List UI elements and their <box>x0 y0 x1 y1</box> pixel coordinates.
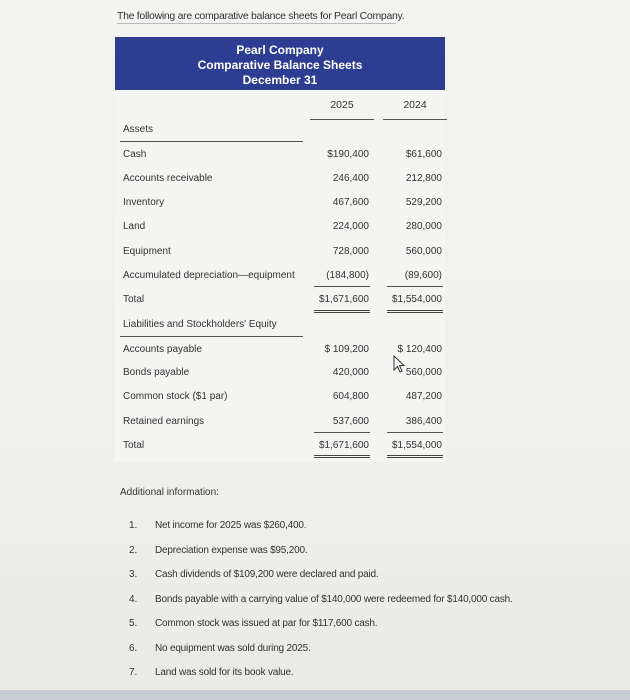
liabilities-heading: Liabilities and Stockholders' Equity <box>123 319 277 330</box>
subtotal-underline <box>387 286 443 287</box>
subtotal-underline <box>314 286 370 287</box>
note-text: No equipment was sold during 2025. <box>155 643 311 654</box>
row-label: Equipment <box>123 246 171 257</box>
row-label: Cash <box>123 149 147 160</box>
value-2024: $ 120,400 <box>397 344 442 355</box>
value-2025: $ 109,200 <box>324 344 369 355</box>
note-number: 6. <box>129 643 138 654</box>
value-2025: 246,400 <box>332 173 369 184</box>
value-2024: 212,800 <box>405 173 442 184</box>
assets-total-2025: $1,671,600 <box>318 294 369 305</box>
row-label: Land <box>123 221 146 232</box>
value-2024: 560,000 <box>405 246 442 257</box>
note-number: 2. <box>129 545 138 556</box>
note-number: 1. <box>129 520 138 531</box>
row-label: Accounts payable <box>123 344 202 355</box>
liabilities-total-2025: $1,671,600 <box>318 440 369 451</box>
value-2024: 280,000 <box>405 221 442 232</box>
value-2025: 467,600 <box>332 197 369 208</box>
bottom-edge-bar <box>0 690 630 700</box>
note-number: 4. <box>129 594 138 605</box>
value-2025: 728,000 <box>332 246 369 257</box>
value-2024: (89,600) <box>404 270 442 281</box>
note-number: 7. <box>129 667 138 678</box>
assets-total-label: Total <box>123 294 145 305</box>
assets-total-2024: $1,554,000 <box>391 294 442 305</box>
value-2025: 420,000 <box>332 367 369 378</box>
note-text: Land was sold for its book value. <box>155 667 294 678</box>
year-2024-header: 2024 <box>385 99 445 111</box>
value-2025: $190,400 <box>327 149 369 160</box>
statement-title: Comparative Balance Sheets <box>197 58 363 72</box>
row-label: Common stock ($1 par) <box>123 391 228 402</box>
row-label: Bonds payable <box>123 367 190 378</box>
note-text: Cash dividends of $109,200 were declared and paid. <box>155 569 379 580</box>
value-2024: 560,000 <box>405 367 442 378</box>
section-divider <box>120 141 303 142</box>
row-label: Inventory <box>123 197 165 208</box>
row-label: Accounts receivable <box>123 173 213 184</box>
value-2025: 604,800 <box>332 391 369 402</box>
total-double-underline <box>387 310 443 313</box>
value-2024: 487,200 <box>405 391 442 402</box>
total-double-underline <box>314 310 370 313</box>
note-number: 5. <box>129 618 138 629</box>
statement-date: December 31 <box>242 73 318 87</box>
subtotal-underline <box>314 432 370 433</box>
balance-sheet-table <box>115 37 445 462</box>
subtotal-underline <box>387 432 443 433</box>
note-text: Depreciation expense was $95,200. <box>155 545 308 556</box>
liabilities-total-2024: $1,554,000 <box>391 440 442 451</box>
note-text: Net income for 2025 was $260,400. <box>155 520 307 531</box>
value-2024: 386,400 <box>405 416 442 427</box>
value-2025: 537,600 <box>332 416 369 427</box>
row-label: Accumulated depreciation—equipment <box>123 270 295 281</box>
total-double-underline <box>387 455 443 458</box>
additional-info-heading: Additional information: <box>120 487 219 498</box>
section-divider <box>120 336 303 337</box>
intro-text: The following are comparative balance sheets for Pearl Company. <box>117 10 405 22</box>
table-header <box>115 37 445 90</box>
note-number: 3. <box>129 569 138 580</box>
assets-heading: Assets <box>123 124 154 135</box>
mouse-cursor-icon <box>393 355 407 375</box>
year-2025-header: 2025 <box>312 99 372 111</box>
row-label: Retained earnings <box>123 416 205 427</box>
note-text: Common stock was issued at par for $117,600 cash. <box>155 618 378 629</box>
note-text: Bonds payable with a carrying value of $140,000 were redeemed for $140,000 cash. <box>155 594 513 605</box>
value-2024: 529,200 <box>405 197 442 208</box>
value-2024: $61,600 <box>405 149 442 160</box>
value-2025: (184,800) <box>326 270 369 281</box>
company-name: Pearl Company <box>236 43 324 57</box>
liabilities-total-label: Total <box>123 440 145 451</box>
value-2025: 224,000 <box>332 221 369 232</box>
total-double-underline <box>314 455 370 458</box>
